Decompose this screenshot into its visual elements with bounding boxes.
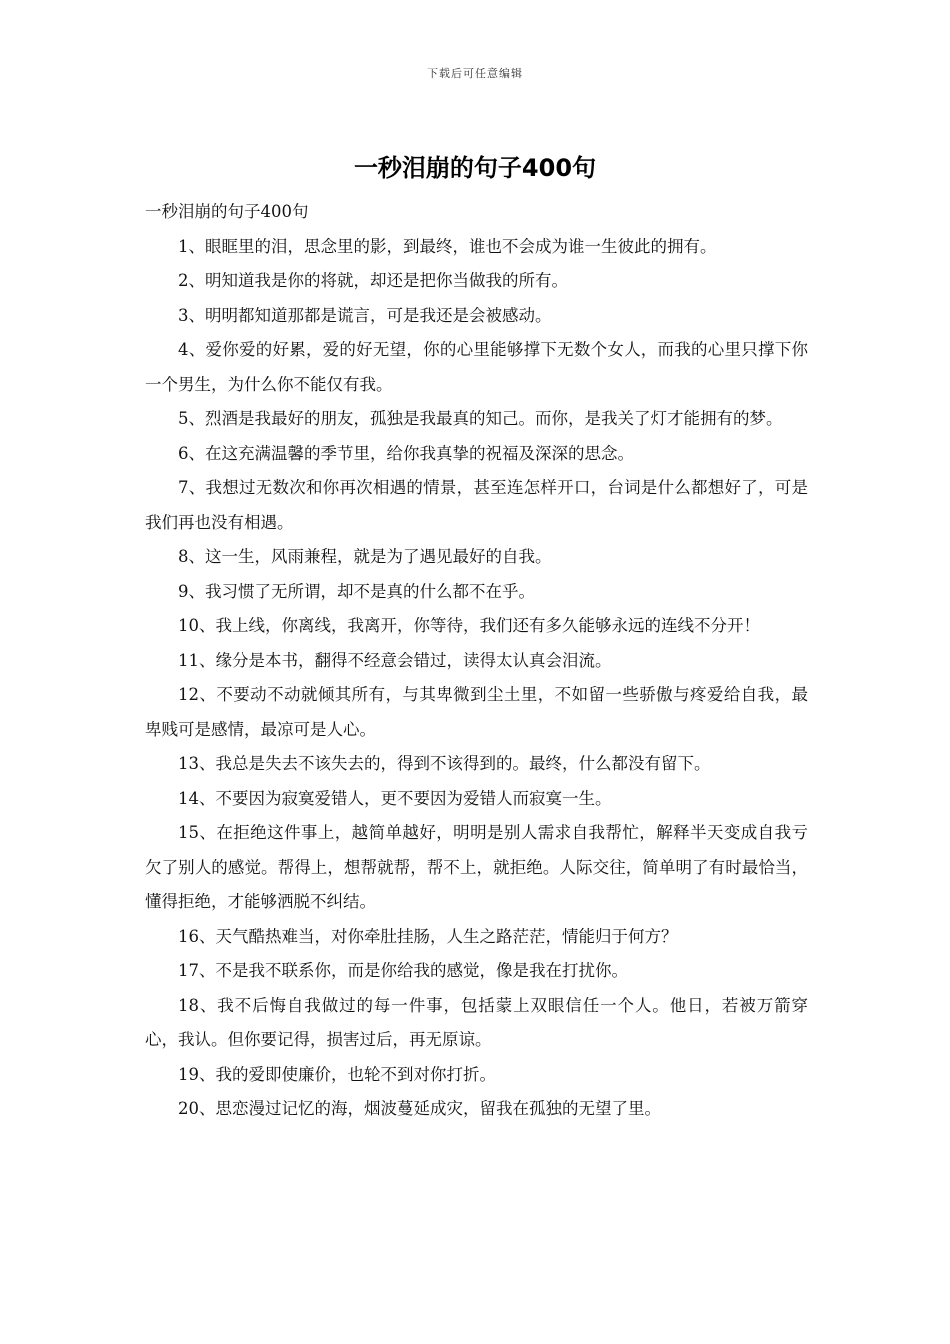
- header-note: 下载后可任意编辑: [427, 67, 523, 80]
- quote-paragraph: 13、我总是失去不该失去的，得到不该得到的。最终，什么都没有留下。: [178, 754, 711, 773]
- document-title: 一秒泪崩的句子400句: [353, 154, 597, 182]
- document-subtitle: 一秒泪崩的句子400句: [145, 202, 309, 221]
- quote-paragraph: 16、天气酷热难当，对你牵肚挂肠，人生之路茫茫，情能归于何方？: [178, 926, 678, 946]
- quote-paragraph: 15、在拒绝这件事上，越简单越好，明明是别人需求自我帮忙，解释半天变成自我亏欠了别人的感觉。帮得上，想帮就帮，帮不上，就拒绝。人际交往，简单明了有时最恰当，懂得拒绝，才能够洒脱不纠结。: [145, 823, 808, 911]
- quote-paragraph: 19、我的爱即使廉价，也轮不到对你打折。: [178, 1064, 496, 1084]
- document-body: [145, 195, 808, 1127]
- quote-paragraph: 14、不要因为寂寞爱错人，更不要因为爱错人而寂寞一生。: [178, 788, 612, 808]
- quote-paragraph: 5、烈酒是我最好的朋友，孤独是我最真的知己。而你，是我关了灯才能拥有的梦。: [178, 409, 783, 428]
- quote-paragraph: 10、我上线，你离线，我离开，你等待，我们还有多久能够永远的连线不分开！: [178, 616, 760, 635]
- quote-paragraph: 17、不是我不联系你，而是你给我的感觉，像是我在打扰你。: [178, 961, 628, 980]
- quote-paragraph: 18、我不后悔自我做过的每一件事，包括蒙上双眼信任一个人。他日，若被万箭穿心，我认。但你要记得，损害过后，再无原谅。: [145, 995, 808, 1049]
- quote-paragraph: 8、这一生，风雨兼程，就是为了遇见最好的自我。: [178, 547, 552, 566]
- quote-paragraph: 11、缘分是本书，翻得不经意会错过，读得太认真会泪流。: [178, 650, 612, 670]
- quote-paragraph: 2、明知道我是你的将就，却还是把你当做我的所有。: [178, 271, 568, 290]
- quote-paragraph: 6、在这充满温馨的季节里，给你我真挚的祝福及深深的思念。: [178, 443, 634, 463]
- quote-paragraph: 9、我习惯了无所谓，却不是真的什么都不在乎。: [178, 581, 535, 601]
- quote-paragraph: 1、眼眶里的泪，思念里的影，到最终，谁也不会成为谁一生彼此的拥有。: [178, 236, 717, 256]
- quote-paragraph: 12、不要动不动就倾其所有，与其卑微到尘土里，不如留一些骄傲与疼爱给自我，最卑贱可是感情，最凉可是人心。: [145, 685, 808, 739]
- quote-paragraph: 20、思恋漫过记忆的海，烟波蔓延成灾，留我在孤独的无望了里。: [178, 1099, 661, 1118]
- quote-paragraph: 4、爱你爱的好累，爱的好无望，你的心里能够撑下无数个女人，而我的心里只撑下你一个男生，为什么你不能仅有我。: [145, 340, 808, 394]
- quote-paragraph: 7、我想过无数次和你再次相遇的情景，甚至连怎样开口，台词是什么都想好了，可是我们再也没有相遇。: [145, 478, 808, 532]
- quote-paragraph: 3、明明都知道那都是谎言，可是我还是会被感动。: [178, 305, 552, 325]
